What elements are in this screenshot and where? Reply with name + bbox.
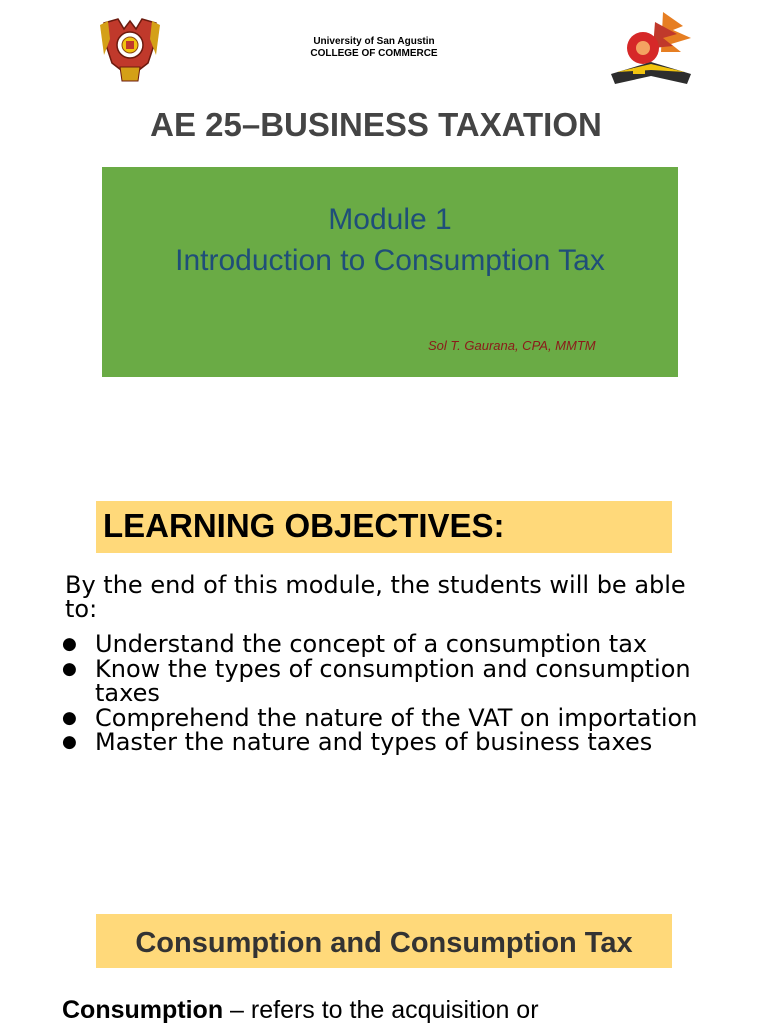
university-header bbox=[254, 36, 494, 60]
objective-text: Know the types of consumption and consumption taxes bbox=[95, 654, 691, 707]
objective-text: Comprehend the nature of the VAT on importation bbox=[95, 703, 698, 732]
learning-objectives-heading: LEARNING OBJECTIVES: bbox=[103, 507, 505, 544]
objectives-list bbox=[62, 632, 702, 755]
objective-text: Understand the concept of a consumption tax bbox=[95, 630, 648, 658]
learning-objectives-banner bbox=[96, 501, 672, 553]
module-banner bbox=[102, 167, 678, 377]
module-author: Sol T. Gaurana, CPA, MMTM bbox=[428, 338, 596, 353]
consumption-term: Consumption bbox=[62, 996, 224, 1024]
objective-text: Master the nature and types of business taxes bbox=[95, 728, 653, 756]
bullet-icon: ● bbox=[62, 732, 77, 752]
objective-item bbox=[62, 654, 702, 707]
objective-item bbox=[62, 632, 702, 657]
module-number: Module 1 bbox=[328, 203, 452, 236]
course-title: AE 25–BUSINESS TAXATION bbox=[150, 106, 602, 143]
consumption-section-banner bbox=[96, 914, 672, 968]
consumption-definition-text: – refers to the acquisition or bbox=[223, 996, 539, 1024]
commerce-emblem-icon bbox=[603, 8, 699, 90]
objectives-intro: By the end of this module, the students will be able to: bbox=[65, 571, 686, 623]
university-name: University of San Agustin bbox=[313, 36, 435, 47]
objective-item bbox=[62, 730, 702, 755]
bullet-icon: ● bbox=[62, 658, 77, 679]
college-name: COLLEGE OF COMMERCE bbox=[310, 48, 438, 59]
objective-item bbox=[62, 703, 702, 732]
consumption-section-heading: Consumption and Consumption Tax bbox=[135, 927, 633, 959]
module-title: Introduction to Consumption Tax bbox=[175, 244, 605, 277]
consumption-definition bbox=[62, 996, 762, 1025]
bullet-icon: ● bbox=[62, 707, 77, 728]
bullet-icon: ● bbox=[62, 634, 77, 654]
university-seal-icon bbox=[98, 15, 162, 85]
